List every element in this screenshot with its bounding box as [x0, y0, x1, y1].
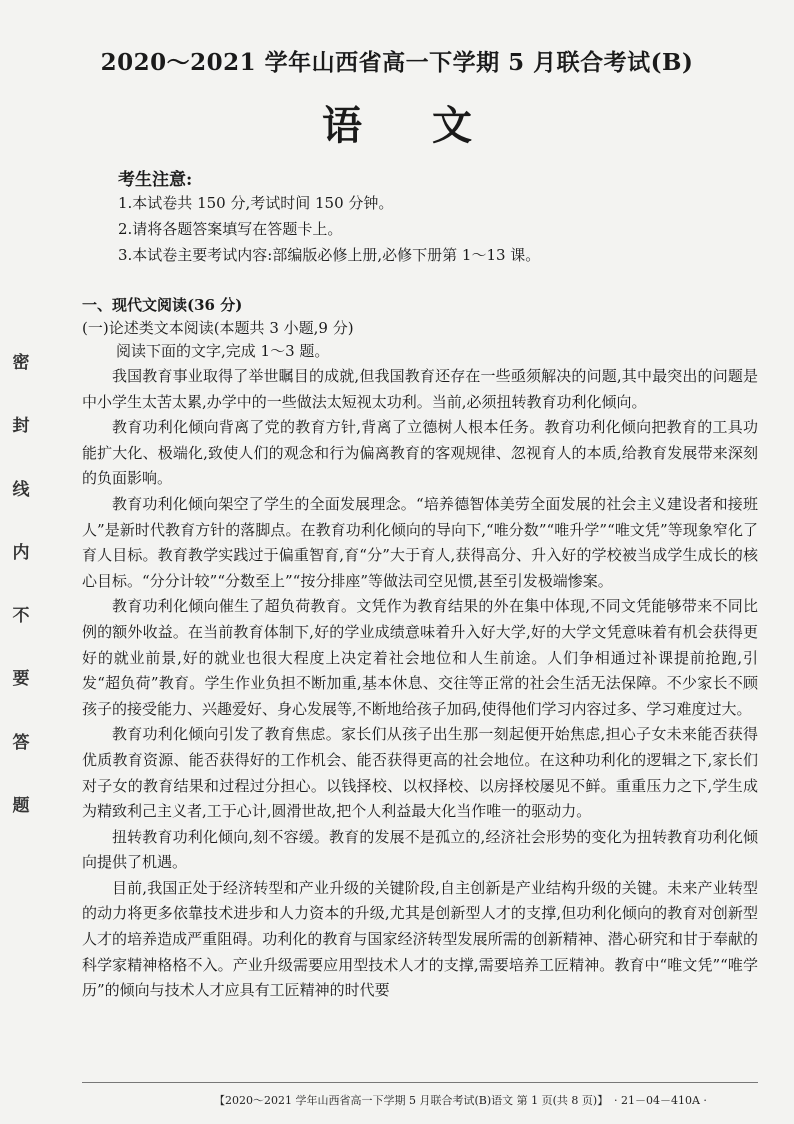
- subsection-heading: (一)论述类文本阅读(本题共 3 小题,9 分): [82, 319, 354, 337]
- notice-item: 3.本试卷主要考试内容:部编版必修上册,必修下册第 1～13 课。: [118, 246, 541, 264]
- subject-title: 语文: [322, 102, 542, 149]
- seal-char: 内: [12, 542, 30, 563]
- seal-char: 要: [12, 669, 30, 690]
- article-paragraph: 教育功利化倾向催生了超负荷教育。文凭作为教育结果的外在集中体现,不同文凭能够带来不同比例的额外收益。在当前教育体制下,好的学业成绩意味着升入好大学,好的大学文凭意味着有机会获得更好的就业前景,好的就业也很大程度上决定着社会地位和人生前途。人们争相通过补课提前抢跑,引发“超负荷”教育。学生作业负担不断加重,基本休息、交往等正常的社会生活无法保障。不少家长不顾孩子的接受能力、兴趣爱好、身心发展等,不断地给孩子加码,使得他们学习内容过多、学习难度过大。: [82, 597, 758, 718]
- page-footer: 【2020～2021 学年山西省高一下学期 5 月联合考试(B)语文 第 1 页(共 8 页)】: [214, 1094, 609, 1107]
- seal-char: 不: [12, 606, 30, 627]
- notice-item: 2.请将各题答案填写在答题卡上。: [118, 220, 343, 238]
- article-paragraph: 教育功利化倾向架空了学生的全面发展理念。“培养德智体美劳全面发展的社会主义建设者和接班人”是新时代教育方针的落脚点。在教育功利化倾向的导向下,“唯分数”“唯升学”“唯文凭”等现象窄化了育人目标。教育教学实践过于偏重智育,育“分”大于育人,获得高分、升入好的学校被当成学生成长的核心目标。“分分计较”“分数至上”“按分排座”等做法司空见惯,甚至引发极端惨案。: [82, 494, 758, 590]
- seal-char: 题: [12, 795, 30, 816]
- notice-item: 1.本试卷共 150 分,考试时间 150 分钟。: [118, 194, 394, 212]
- paper-code: · 21－04－410A ·: [614, 1094, 707, 1107]
- seal-char: 密: [12, 353, 30, 373]
- seal-char: 线: [12, 479, 30, 500]
- seal-line-notice: [8, 355, 34, 815]
- article-paragraph: 我国教育事业取得了举世瞩目的成就,但我国教育还存在一些亟须解决的问题,其中最突出的问题是中小学生太苦太累,办学中的一些做法太短视太功利。当前,必须扭转教育功利化倾向。: [82, 367, 758, 411]
- article-paragraph: 教育功利化倾向引发了教育焦虑。家长们从孩子出生那一刻起便开始焦虑,担心子女未来能否获得优质教育资源、能否获得好的工作机会、能否获得更高的社会地位。在这种功利化的逻辑之下,家长们对子女的教育结果和过程过分担心。以钱择校、以权择校、以房择校屡见不鲜。重重压力之下,学生成为精致利己主义者,工于心计,圆滑世故,把个人利益最大化当作唯一的驱动力。: [82, 725, 758, 821]
- reading-instruction: 阅读下面的文字,完成 1～3 题。: [116, 342, 330, 360]
- article-paragraph: 扭转教育功利化倾向,刻不容缓。教育的发展不是孤立的,经济社会形势的变化为扭转教育功利化倾向提供了机遇。: [82, 827, 758, 872]
- footer-divider: [82, 1082, 758, 1083]
- notice-heading: 考生注意:: [118, 170, 193, 190]
- article-paragraph: 目前,我国正处于经济转型和产业升级的关键阶段,自主创新是产业结构升级的关键。未来产业转型的动力将更多依靠技术进步和人力资本的升级,尤其是创新型人才的支撑,但功利化倾向的教育对创新型人才的培养造成严重阻碍。功利化的教育与国家经济转型发展所需的创新精神、潜心研究和甘于奉献的科学家精神格格不入。产业升级需要应用型技术人才的支撑,需要培养工匠精神。教育中“唯文凭”“唯学历”的倾向与技术人才应具有工匠精神的时代要: [82, 878, 758, 1000]
- exam-title: 2020～2021 学年山西省高一下学期 5 月联合考试(B): [100, 49, 694, 76]
- seal-char: 答: [12, 732, 30, 753]
- article-body: [82, 364, 758, 1004]
- section-heading: 一、现代文阅读(36 分): [82, 296, 243, 314]
- seal-char: 封: [12, 416, 30, 437]
- article-paragraph: 教育功利化倾向背离了党的教育方针,背离了立德树人根本任务。教育功利化倾向把教育的工具功能扩大化、极端化,致使人们的观念和行为偏离教育的客观规律、忽视育人的本质,给教育发展带来深刻的负面影响。: [82, 418, 758, 488]
